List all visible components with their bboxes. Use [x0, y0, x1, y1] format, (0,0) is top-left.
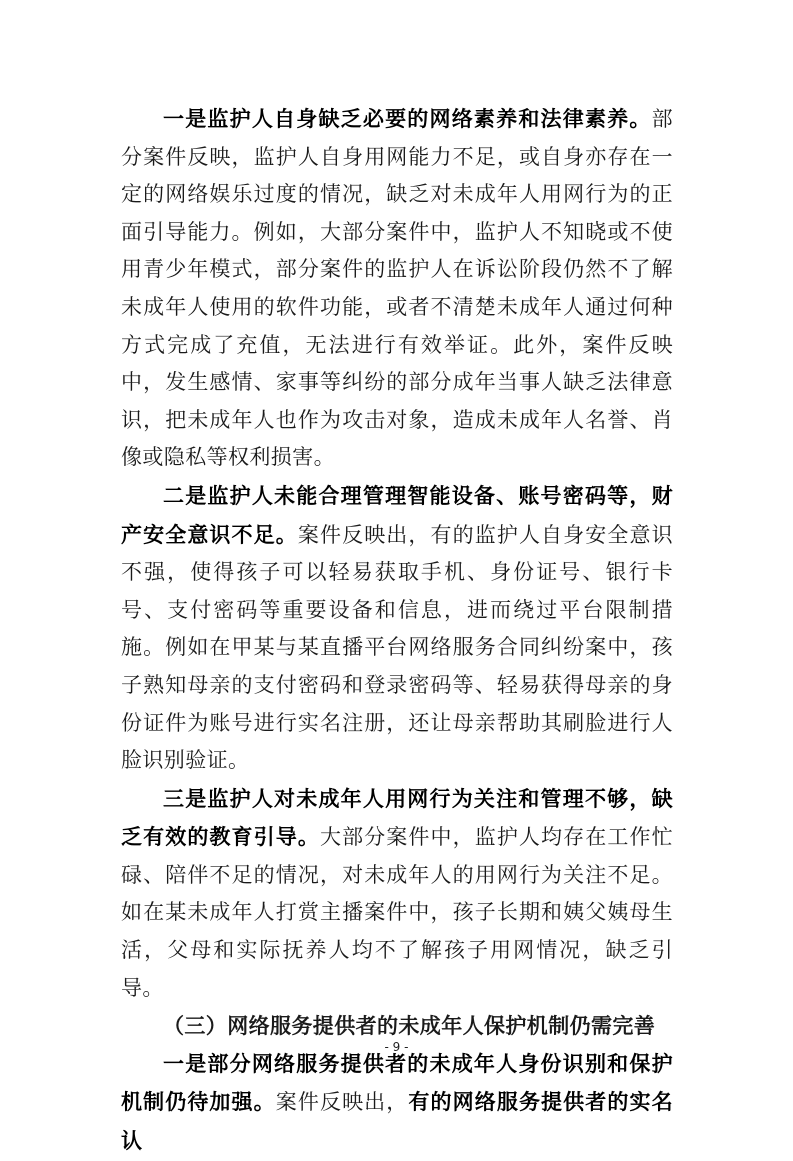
section-heading: （三）网络服务提供者的未成年人保护机制仍需完善 — [163, 1013, 656, 1039]
paragraph-1-lead: 一是监护人自身缺乏必要的网络素养和法律素养。 — [163, 106, 652, 131]
paragraph-4 — [121, 1045, 673, 1161]
paragraph-3-lead: 三是监护人对未成年人用网行为关注和管理不够，缺乏有效的教育引导。 — [121, 785, 673, 850]
page-number: - 9 - — [384, 1040, 409, 1054]
paragraph-4-tail: 有的网络服务提供者的实名认 — [121, 1089, 673, 1154]
paragraph-4-body: 案件反映出， — [275, 1090, 409, 1115]
paragraph-1-body: 部分案件反映，监护人自身用网能力不足，或自身亦存在一定的网络娱乐过度的情况，缺乏对未成年人用网行为的正面引导能力。例如，大部分案件中，监护人不知晓或不使用青少年模式，部分案件的监护人在诉讼阶段仍然不了解未成年人使用的软件功能，或者不清楚未成年人通过何种方式完成了充值，无法进行有效举证。此外，案件反映中，发生感情、家事等纠纷的部分成年当事人缺乏法律意识，把未成年人也作为攻击对象，造成未成年人名誉、肖像或隐私等权利损害。 — [121, 107, 673, 470]
paragraph-2 — [121, 477, 673, 780]
paragraph-1 — [121, 100, 673, 477]
paragraph-3-body: 大部分案件中，监护人均存在工作忙碌、陪伴不足的情况，对未成年人的用网行为关注不足。如在某未成年人打赏主播案件中，孩子长期和姨父姨母生活，父母和实际抚养人均不了解孩子用网情况，缺乏引导。 — [121, 825, 673, 1000]
paragraph-2-lead: 二是监护人未能合理管理智能设备、账号密码等，财产安全意识不足。 — [121, 482, 673, 547]
paragraph-2-body: 案件反映出，有的监护人自身安全意识不强，使得孩子可以轻易获取手机、身份证号、银行卡号、支付密码等重要设备和信息，进而绕过平台限制措施。例如在甲某与某直播平台网络服务合同纠纷案中，孩子熟知母亲的支付密码和登录密码等、轻易获得母亲的身份证件为账号进行实名注册，还让母亲帮助其刷脸进行人脸识别验证。 — [121, 522, 673, 773]
page-content — [121, 100, 673, 1161]
paragraph-3 — [121, 780, 673, 1008]
paragraph-4-lead: 一是部分网络服务提供者的未成年人身份识别和保护机制仍待加强。 — [121, 1050, 673, 1115]
